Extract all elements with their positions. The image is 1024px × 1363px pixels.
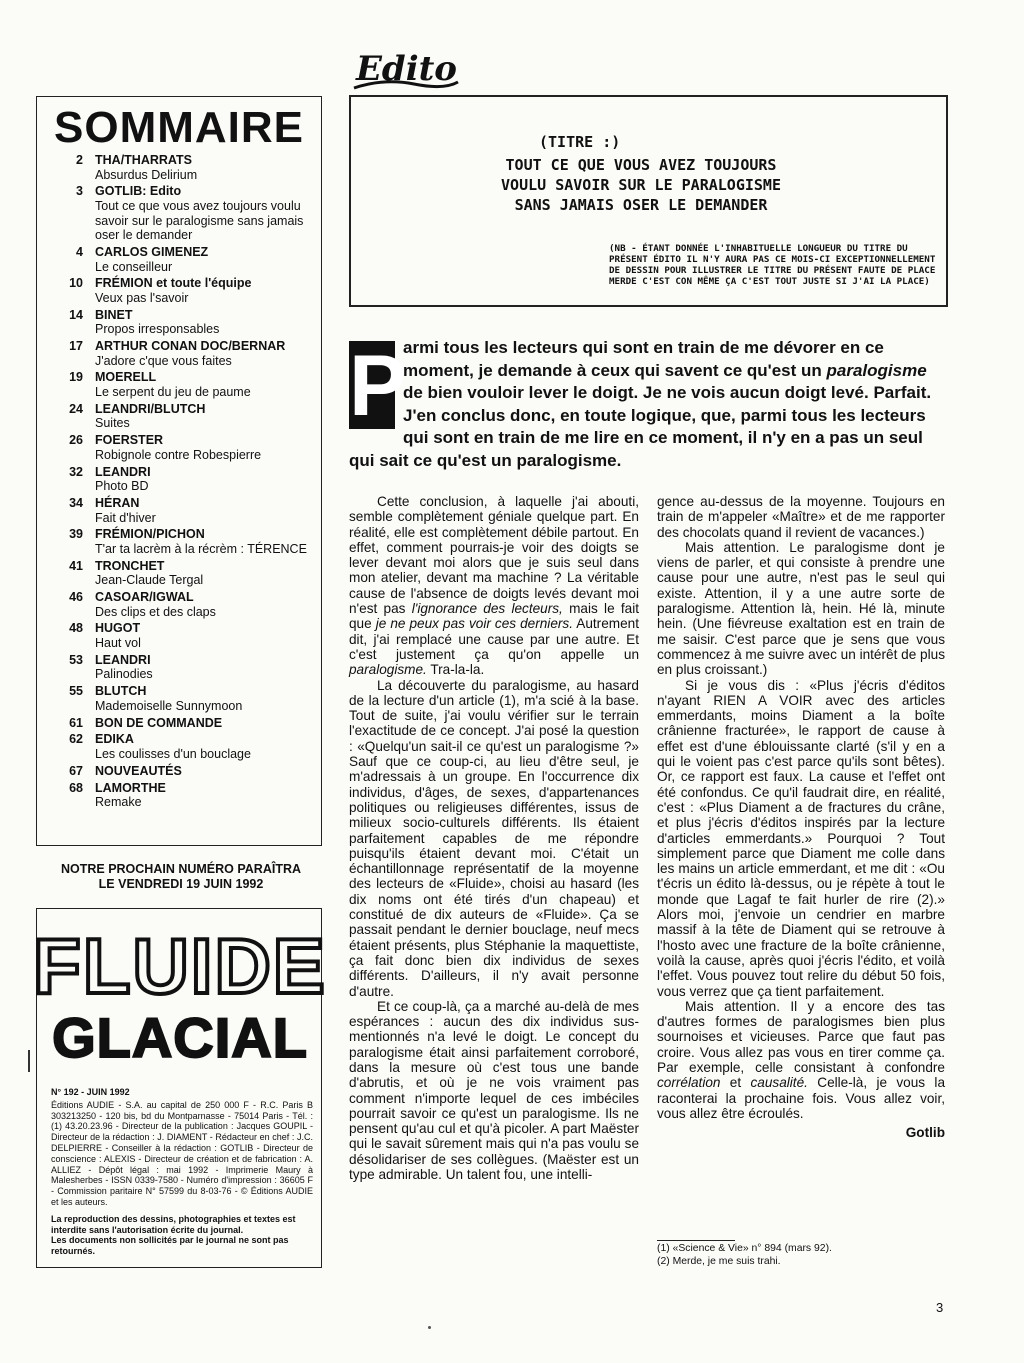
toc-page-number: 17: [69, 339, 83, 354]
toc-author: LAMORTHE: [95, 780, 166, 795]
toc-author: CASOAR/IGWAL: [95, 590, 194, 605]
toc-subtitle: Absurdus Delirium: [95, 167, 198, 182]
toc-subtitle: Photo BD: [95, 479, 149, 494]
toc-page-number: 41: [69, 558, 83, 573]
edito-logo: [344, 44, 464, 100]
toc-item: [47, 308, 317, 337]
footnotes: [657, 1243, 945, 1268]
toc-entry: [95, 153, 317, 182]
intro-paragraph: [349, 337, 945, 472]
toc-page-number: 32: [69, 464, 83, 479]
toc-subtitle: Les coulisses d'un bouclage: [95, 746, 251, 761]
toc-author: THA/THARRATS: [95, 153, 192, 167]
toc-author: ARTHUR CONAN DOC/BERNAR: [95, 339, 286, 354]
footnote-divider: [657, 1240, 735, 1241]
table-of-contents: [47, 153, 317, 810]
toc-subtitle: Fait d'hiver: [95, 510, 156, 525]
toc-item: [47, 653, 317, 682]
toc-page-number: 10: [69, 276, 83, 291]
toc-page-number: 3: [76, 184, 83, 199]
toc-page-number: 48: [69, 621, 83, 636]
page-number: 3: [936, 1300, 944, 1315]
toc-page-number: 61: [69, 715, 83, 730]
toc-author: EDIKA: [95, 732, 134, 747]
titre-label: (TITRE :): [539, 133, 621, 151]
toc-author: FRÉMION/PICHON: [95, 527, 205, 542]
toc-item: [47, 716, 317, 731]
fluide-glacial-logo: [33, 915, 327, 1069]
toc-subtitle: Le conseilleur: [95, 259, 173, 274]
toc-page-number: 14: [69, 307, 83, 322]
logo-word-glacial: GLACIAL: [52, 1006, 308, 1069]
toc-subtitle: Remake: [95, 795, 142, 810]
toc-subtitle: Palinodies: [95, 667, 153, 682]
toc-item: [47, 559, 317, 588]
article-paragraph: La découverte du paralogisme, au hasard de la lecture d'un article (1), m'a scié à la base. Tout de suite, j'ai voulu vérifier sur le terrain l'exactitude de ce concept. J'ai posé la question : «Quelqu'un sait-il ce qu'est un paralogisme ?» Sauf que ce coup-ci, au lieu d'être seul, je m'adressais à un groupe. En l'occurrence dix individus, d'âges, de sexes, d'appartenances politiques ou religieuses différentes, issus de milieux socio-culturels différents. Ils étaient parfaitement capables de me répondre puisqu'ils étaient devant moi. C'était un échantillonnage représentatif de la moyenne des lecteurs de «Fluide», choisi au hasard (les dix noms ont été tirés d'un chapeau) et constitué de dix auteurs de «Fluide». Ça se passait pendant le dernier bouclage, neuf mecs étaient présents, plus Stéphanie la maquettiste, ça fait donc bien dix individus de sexes différents. D'ailleurs, il n'y avait personne d'autre.: [349, 677, 639, 999]
toc-author: BLUTCH: [95, 684, 147, 699]
toc-author: BINET: [95, 307, 133, 322]
toc-item: [47, 496, 317, 525]
toc-subtitle: Robignole contre Robespierre: [95, 447, 262, 462]
toc-entry: [95, 276, 317, 305]
toc-page-number: 24: [69, 401, 83, 416]
drop-cap: P: [349, 338, 407, 434]
toc-author: HÉRAN: [95, 495, 140, 510]
toc-subtitle: Des clips et des claps: [95, 604, 216, 619]
toc-entry: [95, 559, 317, 588]
toc-subtitle: Veux pas l'savoir: [95, 290, 189, 305]
legal-text: Éditions AUDIE - S.A. au capital de 250 000 F - R.C. Paris B 303213250 - 120 bis, bd du Montparnasse - 75014 Paris - Tél. : (1) 43.20.23.96 - Directeur de la publication : Jacques GOUPIL - Directeur de la rédaction : J. DIAMENT - Rédacteur en chef : J.C. DELPIERRE - Conseiller à la rédaction : GOTLIB - Directeur de conscience : ALEXIS - Directeur de création et de fabrication : A. ALLIEZ - Dépôt légal : mai 1992 - Imprimerie Maury à Malesherbes - ISSN 0339-7580 - Numéro d'impression : 36605 F - Commission paritaire N° 57599 du 8-03-76 - © Éditions AUDIE et les auteurs.: [51, 1099, 313, 1207]
toc-subtitle: Haut vol: [95, 636, 141, 651]
toc-author: LEANDRI: [95, 464, 151, 479]
toc-subtitle: Tout ce que vous avez toujours voulu savoir sur le paralogisme sans jamais oser le demander: [95, 198, 304, 243]
edito-nb-note: (NB - ÉTANT DONNÉE L'INHABITUELLE LONGUEUR DU TITRE DU PRÉSENT ÉDITO IL N'Y AURA PAS CE MOIS-CI EXCEPTIONNELLEMENT DE DESSIN POUR ILLUSTRER LE TITRE DU PRÉSENT FAUTE DE PLACE MERDE C'EST CON MÊME ÇA C'EST TOUT JUSTE SI J'AI LA PLACE): [609, 243, 936, 287]
sommaire-box: [36, 96, 322, 846]
issue-number: N° 192 - JUIN 1992: [51, 1087, 130, 1097]
toc-item: [47, 684, 317, 713]
toc-author: FRÉMION et toute l'équipe: [95, 276, 252, 291]
toc-entry: [95, 402, 317, 431]
toc-entry: [95, 621, 317, 650]
toc-entry: [95, 716, 317, 731]
edito-title-frame: [349, 95, 948, 307]
toc-page-number: 62: [69, 732, 83, 747]
toc-entry: [95, 590, 317, 619]
margin-mark: [28, 1050, 30, 1072]
article-paragraph: Mais attention. Le paralogisme dont je viens de parler, et qui consiste à prendre une cause pour une autre, n'est pas le seul qui existe. Attention, il y a une autre sorte de paralogisme. Attention là, hein. Hé là, minute hein. (Une fiévreuse exaltation est en train de me saisir. C'est parce que je sens que vous commencez à me suivre avec un intérêt de plus en plus croissant.): [657, 539, 945, 678]
rights-notice: La reproduction des dessins, photographies et textes est interdite sans l'autorisation écrite du journal.: [51, 1213, 296, 1235]
toc-subtitle: Propos irresponsables: [95, 322, 220, 337]
edito-logo-text: Edito: [356, 49, 457, 89]
toc-subtitle: Le serpent du jeu de paume: [95, 385, 251, 400]
toc-entry: [95, 764, 317, 779]
toc-subtitle: J'adore c'que vous faites: [95, 353, 232, 368]
documents-notice: Les documents non sollicités par le journal ne sont pas retournés.: [51, 1235, 289, 1257]
logo-word-fluide: FLUIDE: [33, 922, 327, 1010]
toc-page-number: 68: [69, 780, 83, 795]
toc-item: [47, 764, 317, 779]
print-speck: [428, 1326, 431, 1329]
toc-entry: [95, 370, 317, 399]
toc-item: [47, 370, 317, 399]
toc-subtitle: T'ar ta lacrèm à la récrèm : TÉRENCE: [95, 541, 307, 556]
toc-entry: [95, 465, 317, 494]
intro-text-2: de bien vouloir lever le doigt. Je ne vois aucun doigt levé. Parfait. J'en conclus donc, en toute logique, que, parmi tous les lecteurs qui sont en train de me lire en ce moment, il n'y en a pas un seul qui sait ce qu'est un paralogisme.: [349, 383, 932, 470]
toc-item: [47, 276, 317, 305]
toc-entry: [95, 781, 317, 810]
sommaire-title: SOMMAIRE: [54, 103, 304, 152]
footnote-1: (1) «Science & Vie» n° 894 (mars 92).: [657, 1243, 832, 1254]
toc-entry: [95, 684, 317, 713]
toc-page-number: 4: [76, 244, 83, 259]
toc-item: [47, 527, 317, 556]
toc-entry: [95, 496, 317, 525]
toc-author: NOUVEAUTÉS: [95, 763, 182, 778]
toc-page-number: 34: [69, 495, 83, 510]
toc-item: [47, 433, 317, 462]
toc-item: [47, 245, 317, 274]
toc-subtitle: Jean-Claude Tergal: [95, 573, 204, 588]
article-paragraph: Cette conclusion, à laquelle j'ai abouti, semble complètement géniale quelque part. En réalité, elle est complètement débile partout. En effet, comment pourrais-je voir des doigts se lever devant moi alors que je suis seul dans mon atelier, devant ma machine ? La véritable cause de l'absence de doigts levés devant moi n'est pas l'ignorance des lecteurs, mais le fait que je ne peux pas voir ces derniers. Autrement dit, j'ai remplacé une cause par une autre. Et c'est justement ça qu'on appelle un paralogisme. Tra-la-la.: [349, 494, 640, 678]
toc-author: GOTLIB: Edito: [95, 184, 182, 199]
toc-item: [47, 621, 317, 650]
article-paragraph: Et ce coup-là, ça a marché au-delà de mes espérances : aucun des dix individus sus-mentionnés n'a levé le doigt. Le concept du paralogisme était ainsi parfaitement corroboré, dans la mesure où c'est tous une bande d'abrutis, et où je ne vois vraiment pas comment n'importe lequel de ces imbéciles pourrait savoir ce qu'est un paralogisme. Ils ne pensent qu'au cul et qu'à picoler. A part Maëster qui le savait sûrement mais qui n'a pas voulu se désolidariser de ses collègues. (Maëster est un type admirable. Un talent fou, une intelli-: [349, 998, 639, 1183]
toc-entry: [95, 653, 317, 682]
toc-entry: [95, 339, 317, 368]
toc-item: [47, 781, 317, 810]
toc-author: LEANDRI: [95, 652, 151, 667]
toc-entry: [95, 732, 317, 761]
toc-subtitle: Mademoiselle Sunnymoon: [95, 698, 243, 713]
toc-author: FOERSTER: [95, 433, 164, 448]
toc-item: [47, 402, 317, 431]
article-column-2: [657, 494, 945, 1140]
next-issue-line-2: LE VENDREDI 19 JUIN 1992: [98, 877, 264, 891]
toc-item: [47, 339, 317, 368]
toc-page-number: 26: [69, 433, 83, 448]
toc-entry: [95, 433, 317, 462]
article-column-1: [349, 494, 639, 1182]
toc-page-number: 2: [76, 153, 83, 167]
toc-page-number: 53: [69, 652, 83, 667]
article-paragraph: Si je vous dis : «Plus j'écris d'éditos n'ayant RIEN A VOIR avec des articles emmerdants, moins Diament a la boîte crânienne fracturée», le rapport de cause à effet est d'une éblouissante clarté (s'il y en a qui le voient pas c'est parce qu'ils sont bêtes). Or, ce rapport est faux. La cause et l'effet ont été confondus. Ce qu'il faudrait dire, en réalité, c'est : «Plus Diament a de fractures du crâne, et plus j'écris d'éditos inspirés par la lecture d'articles emmerdants.» Pourquoi ? Tout simplement parce que Diament me colle dans les mains un article emmerdant, et me dit : «Ou t'écris un édito là-dessus, ou je répète à tout le monde que Lagaf te fait hurler de rire (2).» Alors moi, j'envoie un cendrier en marbre massif à la tête de Diament qui se retrouve à l'hosto avec une fracture de la boîte crânienne, voilà la cause, après quoi j'écris l'édito, et voilà l'effet. Vous pouvez tout relire du début 50 fois, vous verrez que ça tient parfaitement.: [657, 677, 945, 999]
edito-handwritten-title: TOUT CE QUE VOUS AVEZ TOUJOURS VOULU SAVOIR SUR LE PARALOGISME SANS JAMAIS OSER LE DEMANDER: [501, 156, 781, 214]
toc-author: TRONCHET: [95, 558, 165, 573]
toc-page-number: 39: [69, 527, 83, 542]
issue-info: [51, 1087, 313, 1257]
author-signature: Gotlib: [905, 1125, 945, 1141]
toc-item: [47, 153, 317, 182]
toc-page-number: 55: [69, 684, 83, 699]
next-issue-notice: [36, 862, 326, 892]
next-issue-line-1: NOTRE PROCHAIN NUMÉRO PARAÎTRA: [60, 862, 302, 876]
toc-entry: [95, 245, 317, 274]
toc-page-number: 67: [69, 763, 83, 778]
article-paragraph: Mais attention. Il y a encore des tas d'autres formes de paralogismes bien plus sournoises et vicieuses. Parce que faut pas croire. Vous allez pas vous en tirer comme ça. Par exemple, celle consistant à confondre corrélation et causalité. Celle-là, je vous la raconterai la prochaine fois. Vous allez voir, vous allez être écroulés.: [657, 998, 946, 1121]
intro-text-1: armi tous les lecteurs qui sont en train de me dévorer en ce moment, je demande à ceux qui savent ce qu'est un: [403, 338, 884, 380]
toc-item: [47, 732, 317, 761]
article-paragraph: gence au-dessus de la moyenne. Toujours en train de m'appeler «Maître» et de me rapporter des chocolats quand il revient de vacances.): [657, 494, 945, 540]
toc-item: [47, 184, 317, 242]
toc-item: [47, 465, 317, 494]
toc-item: [47, 590, 317, 619]
toc-author: HUGOT: [95, 621, 141, 636]
toc-author: BON DE COMMANDE: [95, 715, 223, 730]
intro-italic-term: paralogisme: [826, 360, 927, 380]
footnote-2: (2) Merde, je me suis trahi.: [657, 1255, 781, 1267]
toc-entry: [95, 308, 317, 337]
toc-page-number: 46: [69, 590, 83, 605]
toc-author: MOERELL: [95, 370, 157, 385]
toc-entry: [95, 527, 317, 556]
toc-subtitle: Suites: [95, 416, 130, 431]
toc-author: LEANDRI/BLUTCH: [95, 401, 206, 416]
toc-page-number: 19: [69, 370, 83, 385]
toc-author: CARLOS GIMENEZ: [95, 244, 209, 259]
masthead-box: [33, 908, 327, 1268]
toc-entry: [95, 184, 317, 242]
